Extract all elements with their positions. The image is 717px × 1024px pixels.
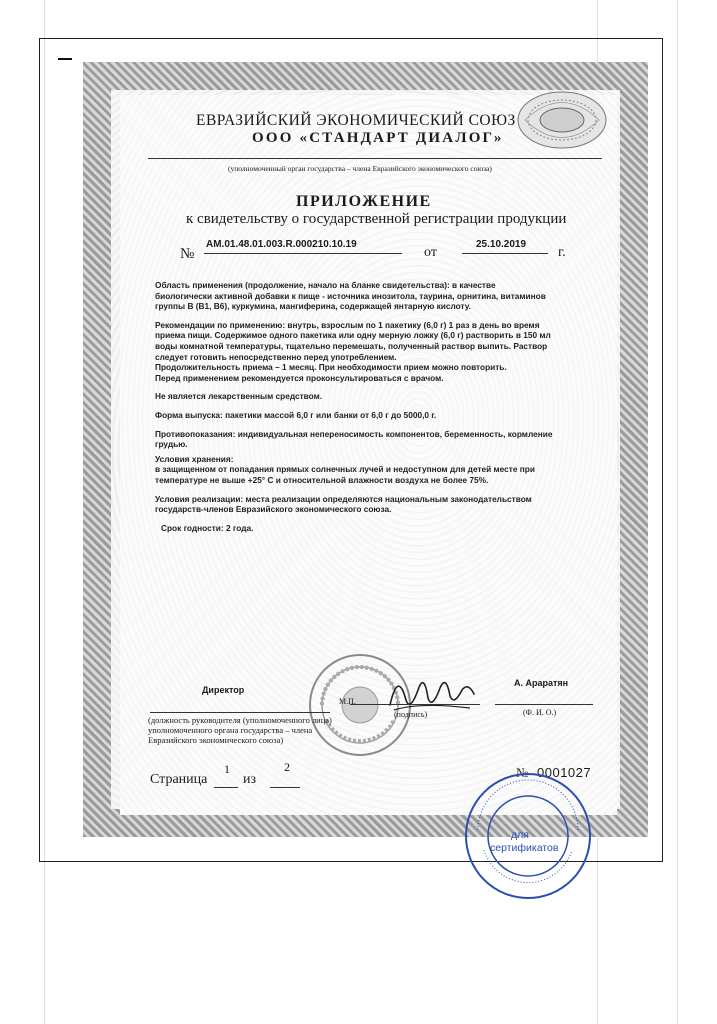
not-medicine-note: Не является лекарственным средством. <box>155 391 323 402</box>
position-caption: (должность руководителя (уполномоченного лица) уполномоченного органа государства – члена Евразийского экономического союза) <box>148 715 332 745</box>
year-suffix: г. <box>558 245 566 260</box>
registration-number: AM.01.48.01.003.R.000210.10.19 <box>206 239 357 250</box>
signature-caption: (подпись) <box>394 710 428 719</box>
recommendations-line: следует готовить непосредственно перед употреблением. <box>155 351 397 362</box>
recommendations-line: Перед применением рекомендуется проконсультироваться с врачом. <box>155 372 444 383</box>
page-label: Страница <box>150 772 208 787</box>
storage-line: Условия хранения: <box>155 453 234 464</box>
contraindications-line: грудью. <box>155 439 188 450</box>
registration-number-rule <box>204 253 402 254</box>
recommendations-line: воды комнатной температуры, тщательно перемешать, полученный раствор выпить. Раствор <box>155 340 548 351</box>
signatory-name: А. Араратян <box>514 678 569 688</box>
document-subtitle: к свидетельству о государственной регистрации продукции <box>186 211 567 227</box>
serial-label: № <box>516 765 529 780</box>
registration-date: 25.10.2019 <box>476 239 527 250</box>
document-body <box>155 280 605 533</box>
name-caption: (Ф. И. О.) <box>523 708 557 717</box>
signature-rule <box>350 704 480 705</box>
recommendations-line: приема пищи. Содержимое одного пакетика или одну мерную ложку (6,0 г) растворить в 150 мл <box>155 330 551 341</box>
shelf-life: Срок годности: 2 года. <box>161 522 254 533</box>
sale-conditions-line: Условия реализации: места реализации определяются национальным законодательством <box>155 493 532 504</box>
stamp-center-line: сертификатов <box>490 842 559 854</box>
scan-edge-line <box>677 0 678 1024</box>
corner-dash <box>58 58 72 60</box>
release-form: Форма выпуска: пакетики массой 6,0 г или банки от 6,0 г до 5000,0 г. <box>155 409 437 420</box>
sale-conditions-line: государств-членов Евразийского экономического союза. <box>155 504 392 515</box>
document-title: ПРИЛОЖЕНИЕ <box>296 193 432 210</box>
page-of-label: из <box>243 772 257 787</box>
seal-place-label: М.П. <box>339 697 356 706</box>
header-rule <box>148 158 602 159</box>
page-total: 2 <box>284 760 290 774</box>
scope-line: биологически активной добавки к пище - источника инозитола, таурина, орнитина, витаминов <box>155 290 546 301</box>
page-current: 1 <box>224 762 230 776</box>
organization-title: ООО «СТАНДАРТ ДИАЛОГ» <box>252 130 504 146</box>
page-total-rule <box>270 787 300 788</box>
contraindications-line: Противопоказания: индивидуальная непереносимость компонентов, беременность, кормление <box>155 428 553 439</box>
registration-number-label: № <box>180 246 195 262</box>
rosette-emblem <box>515 85 610 155</box>
registration-date-rule <box>462 253 548 254</box>
storage-line: температуре не выше +25° С и относительной влажности воздуха не более 75%. <box>155 474 489 485</box>
registration-from-label: от <box>424 245 437 260</box>
scope-line: группы В (В1, В6), куркумина, мангиферина, содержащей янтарную кислоту. <box>155 301 471 312</box>
authority-caption: (уполномоченный орган государства – члена Евразийского экономического союза) <box>228 164 492 173</box>
scope-line: Область применения (продолжение, начало на бланке свидетельства): в качестве <box>155 280 496 290</box>
position-rule <box>150 712 330 713</box>
recommendations-line: Рекомендации по применению: внутрь, взрослым по 1 пакетику (6,0 г) 1 раз в день во время <box>155 319 540 330</box>
serial-number: 0001027 <box>537 765 592 780</box>
union-title: ЕВРАЗИЙСКИЙ ЭКОНОМИЧЕСКИЙ СОЮЗ <box>196 112 516 129</box>
recommendations-line: Продолжительность приема – 1 месяц. При необходимости прием можно повторить. <box>155 362 507 373</box>
signatory-position: Директор <box>202 685 245 695</box>
name-rule <box>495 704 593 705</box>
page-current-rule <box>214 787 238 788</box>
stamp-center-line: для <box>511 829 529 841</box>
storage-line: в защищенном от попадания прямых солнечных лучей и недоступном для детей месте при <box>155 464 535 475</box>
